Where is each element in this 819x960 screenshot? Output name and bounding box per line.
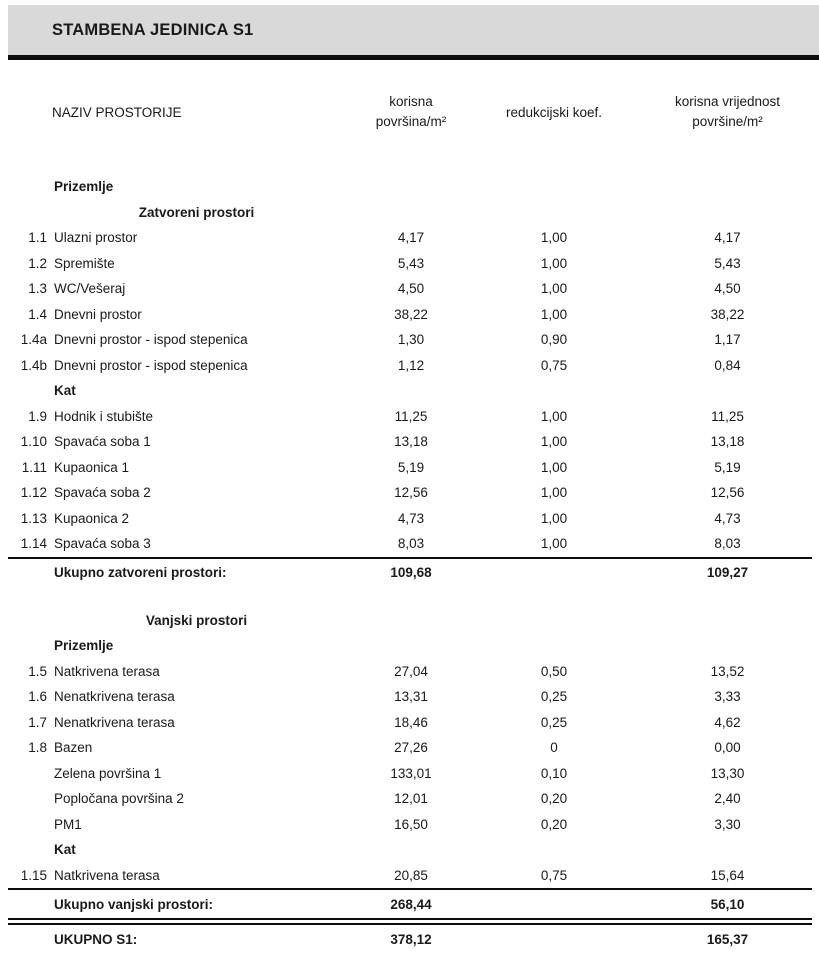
usable-area-value: 378,12 <box>390 931 432 947</box>
room-name-cell <box>8 409 330 424</box>
usable-area-value: 268,44 <box>390 896 432 912</box>
reduced-area-value: 5,43 <box>714 255 741 271</box>
row-number: 1.15 <box>20 867 47 883</box>
room-name: Hodnik i stubište <box>54 408 154 424</box>
col-header-room-name: NAZIV PROSTORIJE <box>52 104 182 120</box>
room-name: Ulazni prostor <box>54 230 138 246</box>
table-row <box>8 812 812 838</box>
reduced-area-value: 4,50 <box>714 281 741 297</box>
row-number: 1.10 <box>20 434 47 450</box>
table-row <box>8 531 812 557</box>
usable-area-value: 5,19 <box>397 459 425 475</box>
col-header-reduction-coef: redukcijski koef. <box>505 104 603 120</box>
room-name-cell <box>8 460 330 475</box>
room-name: Dnevni prostor <box>54 306 142 322</box>
reduction-coef-value: 1,00 <box>540 459 568 475</box>
table-row <box>8 251 812 277</box>
room-name-cell <box>8 613 330 628</box>
unit-title: STAMBENA JEDINICA S1 <box>52 20 254 39</box>
reduction-coef-value: 0,20 <box>540 816 568 832</box>
reduced-area-value: 0,84 <box>714 357 741 373</box>
group-label: Prizemlje <box>54 179 114 195</box>
reduction-coef-value: 1,00 <box>540 306 568 322</box>
reduced-area-value: 13,18 <box>710 434 745 450</box>
reduction-coef-value: 0,50 <box>540 663 568 679</box>
room-name-cell <box>8 842 330 857</box>
room-name: Spremište <box>54 255 115 271</box>
row-number: 1.1 <box>28 230 47 246</box>
room-name-cell <box>8 791 330 806</box>
section-label: Zatvoreni prostori <box>138 204 255 220</box>
reduced-area-value: 2,40 <box>714 791 741 807</box>
group-label: Kat <box>54 383 76 399</box>
row-number: 1.2 <box>28 255 47 271</box>
room-name: Nenatkrivena terasa <box>54 689 175 705</box>
room-name: Dnevni prostor - ispod stepenica <box>54 332 248 348</box>
reduced-area-value: 4,73 <box>714 510 741 526</box>
row-number: 1.3 <box>28 281 47 297</box>
room-name: Popločana površina 2 <box>54 791 184 807</box>
room-name-cell <box>8 638 330 653</box>
table-row <box>8 863 812 889</box>
col-header-usable-value: korisna vrijednost površine/m² <box>674 93 781 129</box>
table-row <box>8 276 812 302</box>
room-name-cell <box>8 664 330 679</box>
row-number: 1.8 <box>28 740 47 756</box>
grand-row <box>8 925 812 953</box>
room-name: Zelena površina 1 <box>54 765 162 781</box>
table-row <box>8 506 812 532</box>
usable-area-value: 1,12 <box>397 357 425 373</box>
reduction-coef-value: 0,75 <box>540 357 568 373</box>
table-body <box>8 174 812 953</box>
usable-area-value: 11,25 <box>394 408 428 424</box>
usable-area-value: 13,31 <box>394 689 428 705</box>
usable-area-value: 4,17 <box>397 230 425 246</box>
reduction-coef-value: 1,00 <box>540 281 568 297</box>
section-row <box>8 200 812 226</box>
reduced-area-value: 3,33 <box>714 689 741 705</box>
row-number: 1.6 <box>28 689 47 705</box>
group-row <box>8 633 812 659</box>
room-name: Dnevni prostor - ispod stepenica <box>54 357 248 373</box>
row-number: 1.4 <box>28 306 47 322</box>
reduction-coef-value: 1,00 <box>540 485 568 501</box>
table-header-row <box>8 88 812 136</box>
row-number: 1.12 <box>20 485 47 501</box>
reduced-area-value: 38,22 <box>710 306 745 322</box>
row-number: 1.4b <box>20 357 47 373</box>
usable-area-value: 5,43 <box>397 255 425 271</box>
room-name-cell <box>8 565 330 580</box>
room-name-cell <box>8 740 330 755</box>
reduction-coef-value: 0,25 <box>540 714 568 730</box>
table-row <box>8 710 812 736</box>
spacer-row <box>8 587 812 608</box>
table-row <box>8 327 812 353</box>
reduction-coef-value: 0,90 <box>540 332 568 348</box>
usable-area-value: 20,85 <box>394 867 428 883</box>
room-name: Natkrivena terasa <box>54 867 160 883</box>
room-name-cell <box>8 383 330 398</box>
room-name-cell <box>8 536 330 551</box>
table-row <box>8 659 812 685</box>
reduced-area-value: 1,17 <box>714 332 741 348</box>
reduced-area-value: 4,62 <box>714 714 741 730</box>
table-row <box>8 735 812 761</box>
reduction-coef-value: 1,00 <box>540 434 568 450</box>
usable-area-value: 16,50 <box>394 816 428 832</box>
double-rule <box>8 918 812 925</box>
usable-area-value: 4,73 <box>397 510 425 526</box>
reduced-area-value: 13,52 <box>710 663 745 679</box>
table-row <box>8 225 812 251</box>
table-row <box>8 761 812 787</box>
room-name-cell <box>8 256 330 271</box>
room-name: Bazen <box>54 740 93 756</box>
reduction-coef-value: 1,00 <box>540 255 568 271</box>
room-name-cell <box>8 817 330 832</box>
total-label: Ukupno zatvoreni prostori: <box>54 565 227 580</box>
row-number: 1.7 <box>28 714 47 730</box>
reduced-area-value: 12,56 <box>710 485 745 501</box>
table-row <box>8 786 812 812</box>
reduction-coef-value: 0,20 <box>540 791 568 807</box>
total-label: Ukupno vanjski prostori: <box>54 896 214 912</box>
room-name: Spavaća soba 3 <box>54 536 151 552</box>
room-name: Kupaonica 1 <box>54 459 130 475</box>
room-name: WC/Vešeraj <box>54 281 126 297</box>
row-number: 1.13 <box>20 510 47 526</box>
table-row <box>8 302 812 328</box>
usable-area-value: 13,18 <box>394 434 428 450</box>
reduced-area-value: 0,00 <box>714 740 741 756</box>
total-row <box>8 888 812 918</box>
table-row <box>8 353 812 379</box>
row-number: 1.4a <box>20 332 47 348</box>
reduction-coef-value: 1,00 <box>540 510 568 526</box>
reduced-area-value: 109,27 <box>706 565 749 580</box>
usable-area-value: 27,04 <box>394 663 428 679</box>
room-name-cell <box>8 932 330 947</box>
usable-area-value: 4,50 <box>397 281 425 297</box>
usable-area-value: 27,26 <box>394 740 428 756</box>
room-name: Spavaća soba 2 <box>54 485 151 501</box>
table-row <box>8 404 812 430</box>
group-label: Prizemlje <box>54 638 114 654</box>
usable-area-value: 8,03 <box>397 536 425 552</box>
room-name-cell <box>8 307 330 322</box>
room-name-cell <box>8 868 330 883</box>
room-name: Natkrivena terasa <box>54 663 160 679</box>
group-row <box>8 837 812 863</box>
area-table <box>8 88 812 953</box>
reduction-coef-value: 0 <box>550 740 558 756</box>
reduction-coef-value: 0,10 <box>540 765 568 781</box>
reduced-area-value: 11,25 <box>711 408 744 424</box>
section-row <box>8 608 812 634</box>
col-header-usable-area: korisna površina/m² <box>375 93 447 129</box>
usable-area-value: 133,01 <box>390 765 432 781</box>
room-name-cell <box>8 485 330 500</box>
reduction-coef-value: 1,00 <box>540 230 568 246</box>
usable-area-value: 12,01 <box>394 791 428 807</box>
reduction-coef-value: 1,00 <box>540 536 568 552</box>
row-number: 1.5 <box>28 663 47 679</box>
usable-area-value: 1,30 <box>397 332 425 348</box>
usable-area-value: 38,22 <box>394 306 428 322</box>
room-name-cell <box>8 766 330 781</box>
room-name: Kupaonica 2 <box>54 510 130 526</box>
room-name-cell <box>8 230 330 245</box>
room-name-cell <box>8 897 330 912</box>
group-label: Kat <box>54 842 76 858</box>
room-name-cell <box>8 434 330 449</box>
room-name-cell <box>8 358 330 373</box>
room-name-cell <box>8 715 330 730</box>
table-row <box>8 684 812 710</box>
table-row <box>8 455 812 481</box>
reduced-area-value: 8,03 <box>714 536 741 552</box>
usable-area-value: 18,46 <box>394 714 428 730</box>
unit-title-bar <box>8 5 819 60</box>
room-name-cell <box>8 511 330 526</box>
group-row <box>8 174 812 200</box>
table-row <box>8 480 812 506</box>
reduced-area-value: 5,19 <box>714 459 741 475</box>
reduction-coef-value: 0,75 <box>540 867 568 883</box>
reduced-area-value: 56,10 <box>710 896 745 912</box>
reduced-area-value: 13,30 <box>710 765 745 781</box>
room-name-cell <box>8 281 330 296</box>
usable-area-value: 12,56 <box>394 485 428 501</box>
room-name-cell <box>8 179 330 194</box>
reduced-area-value: 15,64 <box>710 867 745 883</box>
usable-area-value: 109,68 <box>390 565 432 580</box>
room-name-cell <box>8 689 330 704</box>
row-number: 1.11 <box>21 459 47 475</box>
total-row <box>8 557 812 587</box>
section-label: Vanjski prostori <box>145 612 248 628</box>
room-name: PM1 <box>54 816 82 832</box>
total-label: UKUPNO S1: <box>54 931 138 947</box>
reduction-coef-value: 1,00 <box>540 408 568 424</box>
reduction-coef-value: 0,25 <box>540 689 568 705</box>
reduced-area-value: 165,37 <box>706 931 749 947</box>
room-name-cell <box>8 332 330 347</box>
row-number: 1.14 <box>20 536 47 552</box>
reduced-area-value: 3,30 <box>714 816 741 832</box>
room-name: Nenatkrivena terasa <box>54 714 175 730</box>
room-name-cell <box>8 205 330 220</box>
group-row <box>8 378 812 404</box>
reduced-area-value: 4,17 <box>714 230 741 246</box>
table-row <box>8 429 812 455</box>
row-number: 1.9 <box>28 408 47 424</box>
room-name: Spavaća soba 1 <box>54 434 151 450</box>
